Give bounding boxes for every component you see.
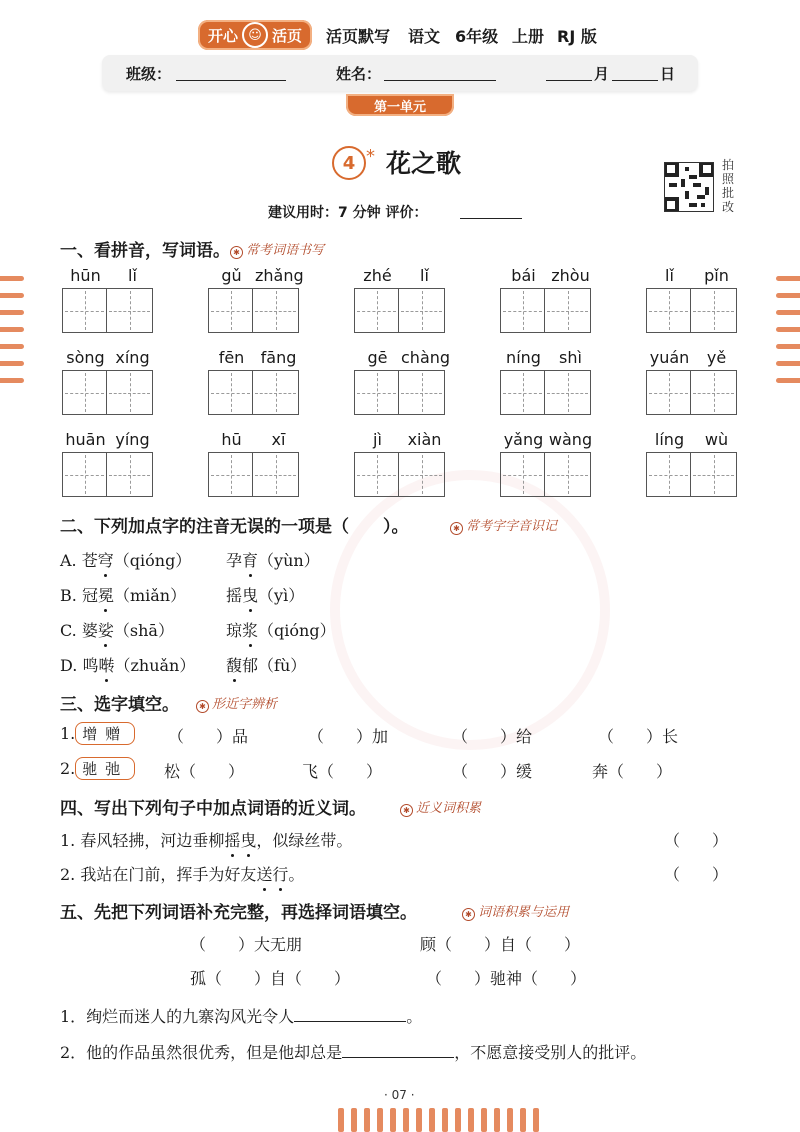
question-1: 1．绚烂而迷人的九寨沟风光令人 。 — [60, 1007, 423, 1026]
writing-box[interactable] — [500, 370, 545, 415]
pinyin-syllable: bái — [511, 266, 536, 285]
answer-line[interactable] — [342, 1043, 454, 1058]
writing-box[interactable] — [107, 370, 153, 415]
fill-blank[interactable]: （ ）给 — [452, 727, 533, 746]
section-5-tag-text: 词语积累与运用 — [478, 905, 570, 920]
pinyin-syllable: wù — [704, 430, 729, 449]
sentence-2: 2. 我站在门前，挥手为好友送行。 — [60, 862, 304, 885]
unit-tab: 第一单元 — [346, 94, 454, 116]
pinyin-label — [646, 266, 740, 286]
pinyin-syllable: shì — [559, 348, 582, 367]
left-decoration — [0, 276, 24, 395]
pinyin-syllable: hūn — [70, 266, 101, 285]
pinyin-syllable: hū — [221, 430, 242, 449]
writing-box[interactable] — [646, 370, 691, 415]
section-1-tag — [230, 239, 324, 259]
fill-blank[interactable]: （ ）长 — [598, 727, 679, 746]
writing-box[interactable] — [646, 452, 691, 497]
writing-box[interactable] — [62, 452, 107, 497]
pinyin-label — [62, 266, 156, 286]
fill-blank[interactable]: 松（ ） — [164, 762, 245, 781]
qr-label — [720, 158, 736, 214]
class-label: 班级： — [126, 65, 172, 83]
star-icon: ✱ — [450, 522, 463, 535]
section-1-heading: 一、看拼音，写词语。 — [60, 241, 230, 261]
pinyin-syllable: xiàn — [407, 430, 442, 449]
option-a-word-2: 孕育（yùn） — [226, 548, 320, 571]
fill-blank[interactable]: 奔（ ） — [592, 762, 673, 781]
pinyin-syllable: jì — [373, 430, 382, 449]
writing-box[interactable] — [354, 452, 399, 497]
writing-box[interactable] — [545, 452, 591, 497]
pinyin-syllable: lǐ — [420, 266, 429, 285]
grade-label: 6年级 — [455, 27, 499, 46]
writing-box[interactable] — [253, 288, 299, 333]
day-label: 日 — [660, 65, 676, 83]
writing-box[interactable] — [253, 370, 299, 415]
writing-box[interactable] — [354, 288, 399, 333]
section-1-tag-text: 常考词语书写 — [246, 243, 325, 258]
writing-box[interactable] — [253, 452, 299, 497]
section-2-heading: 二、下列加点字的注音无误的一项是（ ）。 — [60, 517, 409, 537]
writing-box[interactable] — [500, 288, 545, 333]
section-3-tag-text: 形近字辨析 — [212, 697, 278, 712]
pinyin-label — [208, 348, 302, 368]
pinyin-syllable: xī — [271, 430, 286, 449]
fill-blank[interactable]: （ ）品 — [168, 727, 249, 746]
lesson-number: 4 — [332, 146, 366, 180]
qr-label-char: 改 — [721, 200, 734, 214]
page-title: 花之歌 — [386, 149, 462, 178]
pinyin-label — [354, 348, 451, 368]
writing-box[interactable] — [107, 452, 153, 497]
pinyin-label — [208, 430, 302, 450]
writing-box[interactable] — [62, 288, 107, 333]
question-2: 2．他的作品虽然很优秀，但是他却总是 ，不愿意接受别人的批评。 — [60, 1043, 647, 1062]
writing-box[interactable] — [399, 370, 445, 415]
name-blank[interactable] — [384, 80, 496, 81]
section-5-tag — [462, 901, 569, 921]
idiom-fill[interactable]: （ ）大无朋 — [190, 935, 303, 954]
pinyin-label — [354, 266, 448, 286]
option-c[interactable]: C. 婆娑（shā） — [60, 618, 174, 641]
time-label: 建议用时：7 分钟 评价： — [268, 205, 428, 221]
writing-box[interactable] — [399, 452, 445, 497]
option-d[interactable]: D. 鸣啭（zhuǎn） — [60, 653, 195, 676]
pinyin-label — [208, 266, 302, 286]
pinyin-syllable: yě — [706, 348, 727, 367]
idiom-fill[interactable]: （ ）驰神（ ） — [426, 969, 587, 988]
pinyin-syllable: huān — [65, 430, 106, 449]
edition-label: RJ 版 — [557, 27, 597, 46]
writing-box[interactable] — [691, 370, 737, 415]
pinyin-label — [646, 348, 740, 368]
star-icon: ✱ — [196, 700, 209, 713]
answer-blank[interactable]: （ ） — [664, 831, 729, 850]
pinyin-syllable: lǐ — [128, 266, 137, 285]
month-blank[interactable] — [546, 80, 592, 81]
qr-label-char: 拍 — [721, 158, 734, 172]
writing-box[interactable] — [208, 370, 253, 415]
brand-left-text: 开心 — [207, 26, 238, 45]
pinyin-syllable: lǐ — [665, 266, 674, 285]
idiom-fill[interactable]: 顾（ ）自（ ） — [420, 935, 581, 954]
section-4-tag — [400, 797, 481, 817]
fill-blank[interactable]: 飞（ ） — [302, 762, 383, 781]
writing-box[interactable] — [208, 288, 253, 333]
pinyin-label — [500, 430, 594, 450]
volume-label: 上册 — [512, 27, 545, 46]
pinyin-syllable: fāng — [260, 348, 297, 367]
pinyin-syllable: pǐn — [704, 266, 729, 285]
writing-box[interactable] — [107, 288, 153, 333]
writing-box[interactable] — [208, 452, 253, 497]
option-a[interactable]: A. 苍穹（qióng） — [60, 548, 191, 571]
pinyin-label — [500, 266, 594, 286]
name-label: 姓名： — [336, 65, 382, 83]
option-b[interactable]: B. 冠冕（miǎn） — [60, 583, 186, 606]
idiom-fill[interactable]: 孤（ ）自（ ） — [190, 969, 351, 988]
fill-row-2: 2. 驰弛 — [60, 757, 135, 780]
sentence-1: 1. 春风轻拂，河边垂柳摇曳，似绿丝带。 — [60, 828, 352, 851]
section-5-heading: 五、先把下列词语补充完整，再选择词语填空。 — [60, 903, 417, 923]
pinyin-syllable: yǎng — [503, 430, 544, 449]
pinyin-label — [500, 348, 594, 368]
section-4-heading: 四、写出下列句子中加点词语的近义词。 — [60, 799, 366, 819]
writing-box[interactable] — [354, 370, 399, 415]
fill-row-1: 1. 增赠 — [60, 722, 135, 745]
pinyin-syllable: xíng — [115, 348, 150, 367]
lesson-star: * — [366, 146, 375, 167]
series-label: 活页默写 — [326, 27, 391, 46]
pinyin-syllable: chàng — [401, 348, 451, 367]
brand-logo — [198, 20, 312, 50]
pinyin-syllable: gǔ — [221, 266, 242, 285]
answer-line[interactable] — [294, 1007, 406, 1022]
pinyin-syllable: zhòu — [551, 266, 590, 285]
footer-decoration — [338, 1108, 539, 1132]
page-number: · 07 · — [384, 1088, 415, 1102]
day-blank[interactable] — [612, 80, 658, 81]
writing-box[interactable] — [500, 452, 545, 497]
answer-blank[interactable]: （ ） — [664, 865, 729, 884]
option-d-word-2: 馥郁（fù） — [226, 653, 306, 676]
section-3-heading: 三、选字填空。 — [60, 695, 179, 715]
star-icon: ✱ — [462, 908, 475, 921]
section-2-tag-text: 常考字字音识记 — [466, 519, 558, 534]
pinyin-label — [646, 430, 740, 450]
writing-box[interactable] — [691, 288, 737, 333]
char-pair-chip: 增赠 — [75, 722, 135, 745]
qr-label-char: 照 — [721, 172, 734, 186]
month-label: 月 — [594, 65, 610, 83]
brand-right-text: 活页 — [272, 26, 303, 45]
qr-label-char: 批 — [721, 186, 734, 200]
char-pair-chip: 驰弛 — [75, 757, 135, 780]
evaluation-blank[interactable] — [460, 218, 522, 219]
right-decoration — [776, 276, 800, 395]
pinyin-syllable: sòng — [66, 348, 105, 367]
writing-box[interactable] — [691, 452, 737, 497]
writing-box[interactable] — [399, 288, 445, 333]
smile-icon: ☺ — [242, 22, 268, 48]
pinyin-label — [62, 430, 156, 450]
pinyin-syllable: fēn — [218, 348, 245, 367]
option-b-word-2: 摇曳（yì） — [226, 583, 304, 606]
subject-label: 语文 — [408, 27, 441, 46]
pinyin-syllable: líng — [654, 430, 685, 449]
pinyin-syllable: yuán — [649, 348, 690, 367]
pinyin-label — [354, 430, 448, 450]
pinyin-label — [62, 348, 156, 368]
time-evaluation-line — [268, 202, 428, 222]
writing-box[interactable] — [646, 288, 691, 333]
fill-blank[interactable]: （ ）加 — [308, 727, 389, 746]
class-blank[interactable] — [176, 80, 286, 81]
pinyin-syllable: yíng — [115, 430, 150, 449]
star-icon: ✱ — [230, 246, 243, 259]
option-c-word-2: 琼浆（qióng） — [226, 618, 336, 641]
fill-blank[interactable]: （ ）缓 — [452, 762, 533, 781]
pinyin-syllable: zhé — [363, 266, 392, 285]
section-2-tag — [450, 515, 557, 535]
pinyin-syllable: gē — [367, 348, 388, 367]
writing-box[interactable] — [545, 370, 591, 415]
section-3-tag — [196, 693, 277, 713]
pinyin-syllable: zhǎng — [255, 266, 304, 285]
star-icon: ✱ — [400, 804, 413, 817]
qr-code-icon[interactable] — [664, 162, 714, 212]
pinyin-syllable: wàng — [548, 430, 593, 449]
pinyin-syllable: níng — [506, 348, 541, 367]
writing-box[interactable] — [545, 288, 591, 333]
section-4-tag-text: 近义词积累 — [416, 801, 482, 816]
writing-box[interactable] — [62, 370, 107, 415]
